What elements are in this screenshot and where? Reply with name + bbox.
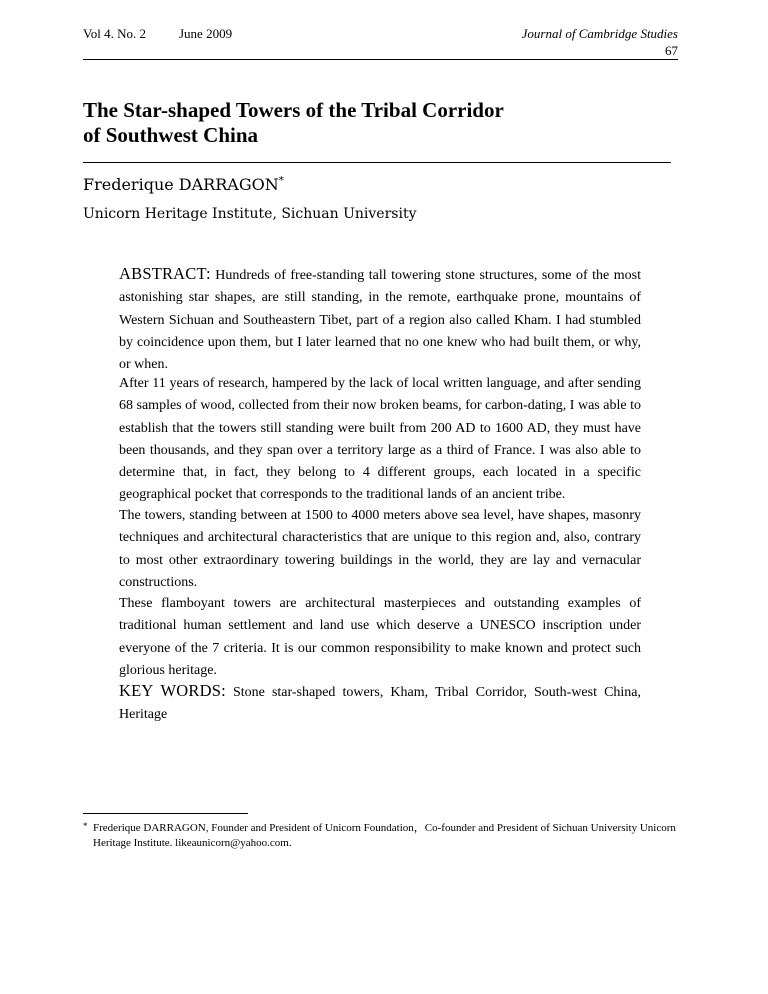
- header-rule: [83, 59, 678, 60]
- footnote-mark: *: [83, 821, 88, 831]
- abstract-paragraph: [119, 263, 641, 376]
- article-title-line-1: The Star-shaped Towers of the Tribal Corridor: [83, 98, 504, 122]
- abstract-paragraph-3: The towers, standing between at 1500 to 4000 meters above sea level, have shapes, masonry techniques and architectural characteristics that are unique to this region and, also, contrary to most other extraordinary towering buildings in the world, they are lay and vernacular constructions.: [119, 508, 641, 590]
- keywords-paragraph: [119, 680, 641, 727]
- keywords-text: Stone star-shaped towers, Kham, Tribal Corridor, South-west China, Heritage: [119, 685, 642, 723]
- author-name: [83, 174, 284, 196]
- footnote-rule: [83, 813, 248, 814]
- abstract-paragraph-1-text: Hundreds of free-standing tall towering stone structures, some of the most astonishing star shapes, are still standing, in the remote, earthquake prone, mountains of Western Sichuan and Southeastern Tibet, part of a region also called Kham. I had stumbled by coincidence upon them, but I later learned that no one knew who had built them, or why, or when.: [119, 268, 642, 373]
- journal-name: Journal of Cambridge Studies: [521, 26, 678, 41]
- abstract-label: ABSTRACT:: [119, 264, 211, 283]
- author-footnote-mark: *: [278, 175, 284, 187]
- keywords-label: KEY WORDS:: [119, 681, 226, 700]
- article-title: [83, 98, 643, 148]
- author-affiliation: Unicorn Heritage Institute, Sichuan University: [83, 206, 417, 222]
- abstract-paragraph-2: After 11 years of research, hampered by the lack of local written language, and after sending 68 samples of wood, collected from their now broken beams, for carbon-dating, I was able to establish that the towers still standing were built from 200 AD to 1600 AD, they must have been thousands, and they span over a territory large as a third of France. I was also able to determine that, in fact, they belong to 4 different groups, each located in a specific geographical pocket that corresponds to the traditional lands of an ancient tribe.: [119, 376, 641, 503]
- page-number: 67: [665, 43, 678, 58]
- abstract-paragraph-4: These flamboyant towers are architectural masterpieces and outstanding examples of traditional human settlement and land use which deserve a UNESCO inscription under everyone of the 7 criteria. It is our common responsibility to make known and protect such glorious heritage.: [119, 596, 641, 678]
- title-rule: [83, 162, 671, 163]
- author-footnote: [83, 821, 705, 851]
- author-name-text: Frederique DARRAGON: [83, 175, 279, 194]
- running-header: [83, 26, 678, 62]
- issue-date: June 2009: [179, 26, 233, 41]
- footnote-text: Frederique DARRAGON, Founder and President of Unicorn Foundation，Co-founder and President of Sichuan University Unicorn Heritage Institute. likeaunicorn@yahoo.com.: [93, 822, 676, 849]
- article-title-line-2: of Southwest China: [83, 123, 259, 147]
- volume-number: Vol 4. No. 2: [83, 26, 146, 41]
